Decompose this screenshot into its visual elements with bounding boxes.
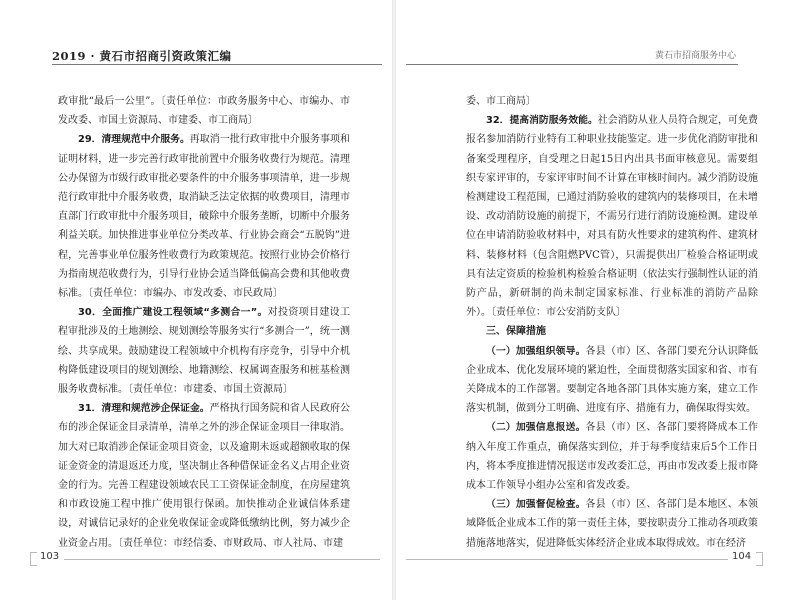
paragraph-29 [58,130,350,303]
paragraph-lead: 32．提高消防服务效能。 [486,115,598,127]
folio-rule [406,559,728,560]
left-page-body [58,92,350,553]
running-header-publisher: 黄石市招商服务中心 [654,51,736,61]
paragraph-text: 各县（市）区、各部门是本地区、本领域降低企业成本工作的第一责任主体，要按职责分工推动各项政策措施落地落实，促进降低实体经济企业成本取得成效。市在经济 [466,499,759,549]
measure-1 [466,342,758,419]
paragraph-lead: 29．清理规范中介服务。 [78,134,190,146]
left-folio [0,551,392,565]
header-rule [406,64,738,65]
paragraph-text: 各县（市）区、各部门要将降成本工作纳入年度工作重点，确保落实到位，并于每季度结束后5个工作日内，将本季度推进情况报送市发改委汇总，再由市发改委上报市降成本工作领导小组办公室和省发改委。 [466,422,759,492]
paragraph [466,92,758,111]
paragraph-text: 各县（市）区、各部门要充分认识降低企业成本、优化发展环境的紧迫性，全面贯彻落实国家和省、市有关降成本的工作部署。要制定各地各部门具体实施方案，建立工作落实机制，做到分工明确、进度有序、措施有力，确保取得实效。 [466,345,759,415]
page-number: 104 [732,551,752,562]
paragraph-text: 社会消防从业人员符合规定，可免费报名参加消防行业特有工种职业技能鉴定。进一步优化消防审批和备案受理程序，自受理之日起15日内出具书面审核意见。需要组织专家评审的，专家评审时间不计算在审核时间内。减少消防设施检测建设工程范围，已通过消防验收的建筑内的装修项目，在未增设、改动消防设施的前提下，不需另行进行消防设施检测。建设单位在申请消防验收材料中，对具有防火性要求的建筑构件、建筑材料、装修材料（包含阻燃PVC管），只需提供出厂检验合格证明或具有法定资质的检验机构检验合格证明（依法实行强制性认证的消防产品，新研制的尚未制定国家标准、行业标准的消防产品除外）。〔责任单位：市公安消防支队〕 [466,115,759,319]
paragraph-lead: （二）加强信息报送。 [486,422,586,434]
measure-3 [466,495,758,553]
page-number: 103 [40,551,60,562]
right-page-body [466,92,758,553]
paragraph-30 [58,303,350,399]
section-heading: 三、保障措施 [486,326,546,338]
paragraph-text: 严格执行国务院和省人民政府公布的涉企保证金目录清单，清单之外的涉企保证金项目一律取消。加大对已取消涉企保证金项目资金，以及逾期未返或超额收取的保证金资金的清退返还力度，坚决制止各种借保证金名义占用企业资金的行为。完善工程建设领域农民工工资保证金制度，在房屋建筑和市政设施工程中推广使用银行保函。加快推动企业诚信体系建设，对诚信记录好的企业免收保证金或降低缴纳比例，努力减少企业资金占用。〔责任单位：市经信委、市财政局、市人社局、市建 [58,403,351,549]
measure-2 [466,418,758,495]
folio-rule [64,559,380,560]
folio-bracket [30,552,37,566]
folio-bracket [756,552,763,566]
paragraph-lead: 30．全面推广建设工程领域“多测合一”。 [78,307,268,319]
paragraph-text: 对投资项目建设工程审批涉及的土地测绘、规划测绘等服务实行“多测合一”，统一测绘、共享成果。鼓励建设工程领域中介机构有序竞争，引导中介机构降低建设项目的规划测绘、地籍测绘、权属调查服务和桩基检测服务收费标准。〔责任单位：市建委、市国土资源局〕 [58,307,351,396]
paragraph-31 [58,399,350,553]
paragraph-lead: （一）加强组织领导。 [486,345,586,357]
paragraph-lead: （三）加强督促检查。 [486,499,586,511]
right-page [396,0,788,600]
paragraph [58,92,350,130]
running-header-title: 2019 · 黄石市招商引资政策汇编 [52,49,232,63]
header-rule [52,64,382,65]
left-page [0,0,392,600]
paragraph-text: 政审批“最后一公里”。〔责任单位：市政务服务中心、市编办、市发改委、市国土资源局、市建委、市工商局〕 [58,96,350,127]
paragraph-text: 委、市工商局〕 [466,96,536,107]
paragraph-text: 再取消一批行政审批中介服务事项和证明材料，进一步完善行政审批前置中介服务收费行为规范。清理公办保留为市级行政审批必要条件的中介服务事项清单，进一步规范行政审批中介服务收费，取消缺乏法定依据的收费项目，清理市直部门行政审批中介服务项目，破除中介服务垄断，切断中介服务利益关联。加快推进事业单位分类改革、行业协会商会“五脱钩”进程，完善事业单位服务性收费行为政策规范。按照行业协会价格行为指南规范收费行为，引导行业协会适当降低偏高会费和其他收费标准。〔责任单位：市编办、市发改委、市民政局〕 [58,134,351,300]
paragraph-32 [466,111,758,322]
paragraph-lead: 31．清理和规范涉企保证金。 [78,403,210,415]
right-folio [396,551,788,565]
